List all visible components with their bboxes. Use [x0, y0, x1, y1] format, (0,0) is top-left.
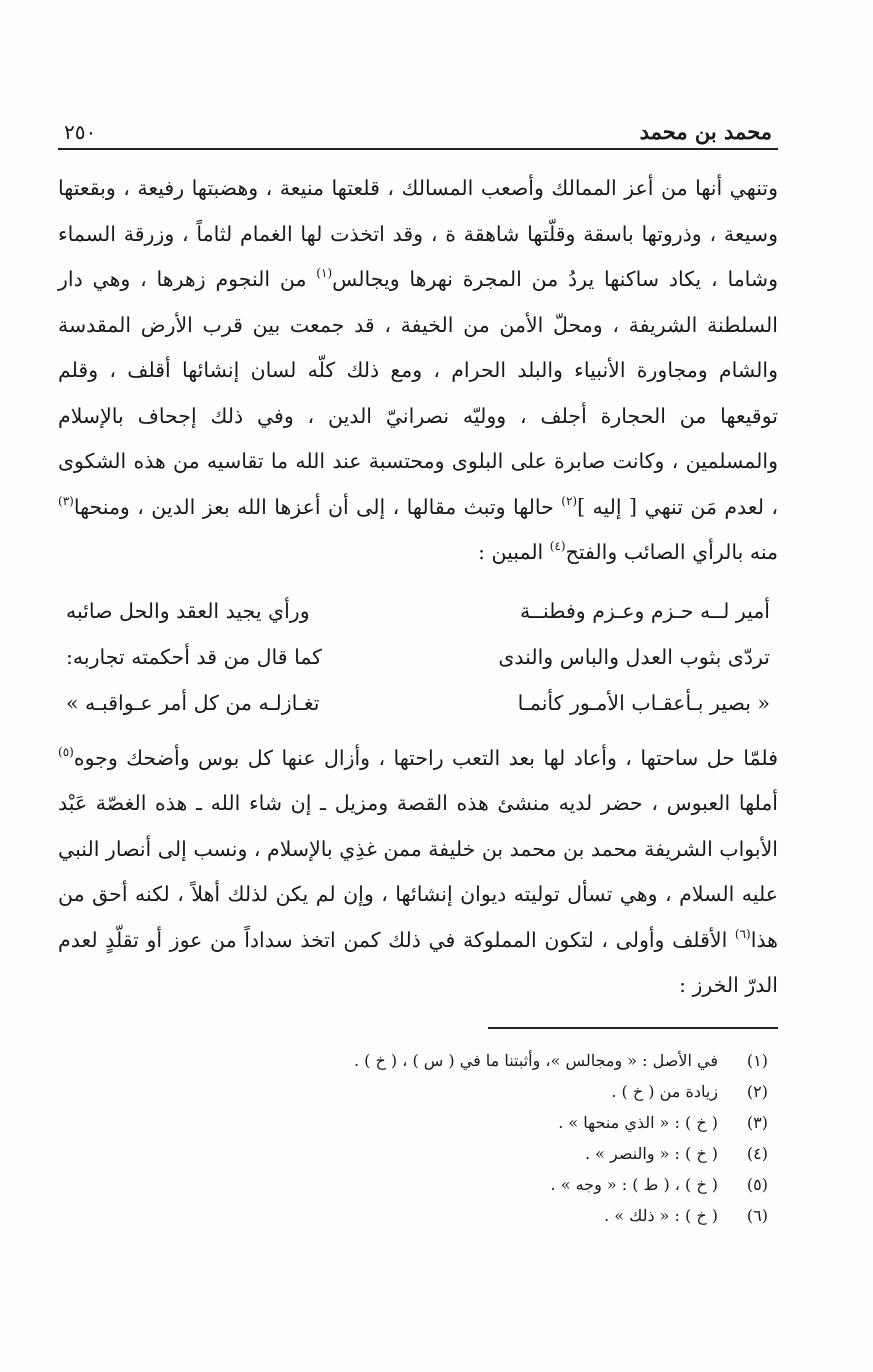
text-run: المبين : — [478, 540, 550, 564]
body-text-2 — [58, 736, 778, 1009]
verse-second-hemistich: تغـازلـه من كل أمر عـواقبـه » — [66, 690, 320, 715]
footnote-number: (٥) — [746, 1174, 768, 1194]
footnote-marker: (٥) — [58, 744, 74, 759]
verse-second-hemistich: ورأي يجيد العقد والحل صائبه — [66, 598, 310, 623]
running-header — [58, 108, 778, 150]
footnote-marker: (١) — [316, 266, 333, 280]
verse-second-hemistich: كما قال من قد أحكمته تجاربه: — [66, 644, 322, 669]
footnote-marker: (٣) — [58, 493, 74, 508]
text-run: منه بالرأي الصائب والفتح — [565, 540, 778, 564]
footnote — [58, 1169, 778, 1200]
verse-first-hemistich: تردّى بثوب العدل والباس والندى — [498, 644, 770, 669]
footnote-text: ( خ ) : « ذلك » . — [604, 1205, 718, 1225]
book-page — [58, 108, 778, 1231]
footnote-marker: (٦) — [734, 926, 751, 941]
poem-verse — [66, 588, 770, 634]
poem — [66, 588, 770, 726]
footnote-text: ( خ ) : « الذي منحها » . — [558, 1112, 718, 1132]
text-run: الأقلف وأولى ، لتكون المملوكة في ذلك كمن اتخذ سداداً من عوز أو تقلّدٍ لعدم الدرّ الخرز : — [58, 927, 778, 997]
header-author: محمد بن محمد — [639, 119, 772, 144]
paragraph-1 — [58, 166, 778, 576]
footnote-marker: (٢) — [561, 493, 578, 508]
footnote — [58, 1138, 778, 1169]
footnote — [58, 1107, 778, 1138]
poem-verse — [66, 634, 770, 680]
page-number: ٢٥٠ — [64, 120, 97, 144]
footnote-number: (٦) — [746, 1205, 768, 1225]
footnote-number: (٢) — [746, 1081, 768, 1101]
footnote — [58, 1076, 778, 1107]
footnotes — [58, 1045, 778, 1231]
paragraph-2 — [58, 736, 778, 1009]
footnote-number: (٣) — [746, 1112, 768, 1132]
footnote-text: ( خ ) : « والنصر » . — [584, 1143, 718, 1163]
footnote-text: في الأصل : « ومجالس »، وأثبتنا ما في ( س ) ، ( خ ) . — [353, 1050, 718, 1070]
verse-first-hemistich: أمير لــه حـزم وعـزم وفطنــة — [519, 598, 770, 623]
footnote-text: ( خ ) ، ( ط ) : « وجه » . — [550, 1174, 718, 1194]
text-run: حالها وتبث مقالها ، إلى أن أعزها الله بعز الدين ، ومنحها — [73, 494, 562, 519]
text-run: وتنهي أنها من أعز الممالك وأصعب المسالك ، قلعتها منيعة ، وهضبتها رفيعة ، وبقعتها وسيعة ، وذروتها باسقة وقلّتها شاهقة ة ، وقد اتخذت لها الغمام لثاماً ، وزرقة السماء وشاما ، يكاد ساكنها يردُ من المجرة نهرها ويجالس — [58, 176, 779, 291]
verse-first-hemistich: « بصير بـأعقـاب الأمـور كأنمـا — [517, 690, 770, 715]
footnote-number: (٤) — [746, 1143, 768, 1163]
footnote-text: زيادة من ( خ ) . — [611, 1081, 718, 1101]
footnote — [58, 1045, 778, 1076]
footnote — [58, 1200, 778, 1231]
body-text — [58, 166, 778, 576]
text-run: أملها العبوس ، حضر لديه منشئ هذه القصة ومزيل ـ إن شاء الله ـ هذه الغصّة عَبْد الأبواب الشريفة محمد بن محمد بن خليفة ممن غذِي بالإسلام ، ونسب إلى أنصار النبي عليه السلام ، وهي تسأل توليته ديوان إنشائها ، وإن لم يكن لذلك أهلاً ، لكنه أحق من هذا — [58, 791, 778, 952]
footnote-marker: (٤) — [549, 539, 566, 553]
footnote-number: (١) — [746, 1050, 768, 1070]
poem-verse — [66, 680, 770, 726]
footnote-separator — [488, 1027, 778, 1029]
text-run: فلمّا حل ساحتها ، وأعاد لها بعد التعب راحتها ، وأزال عنها كل بوس وأضحك وجوه — [73, 745, 778, 770]
text-run: من النجوم زهرها ، وهي دار السلطنة الشريفة ، ومحلّ الأمن من الخيفة ، قد جمعت بين قرب الأرض المقدسة والشام ومجاورة الأنبياء والبلد الحرام ، ومع ذلك كلّه لسان إنشائها أقلف ، وقلم توقيعها من الحجارة أجلف ، ووليّه نصرانيّ الدين ، وفي ذلك إجحاف بالإسلام والمسلمين ، وكانت صابرة على البلوى ومحتسبة عند الله ما تقاسيه من هذه الشكوى ، لعدم مَن تنهي [ إليه ] — [58, 267, 778, 519]
